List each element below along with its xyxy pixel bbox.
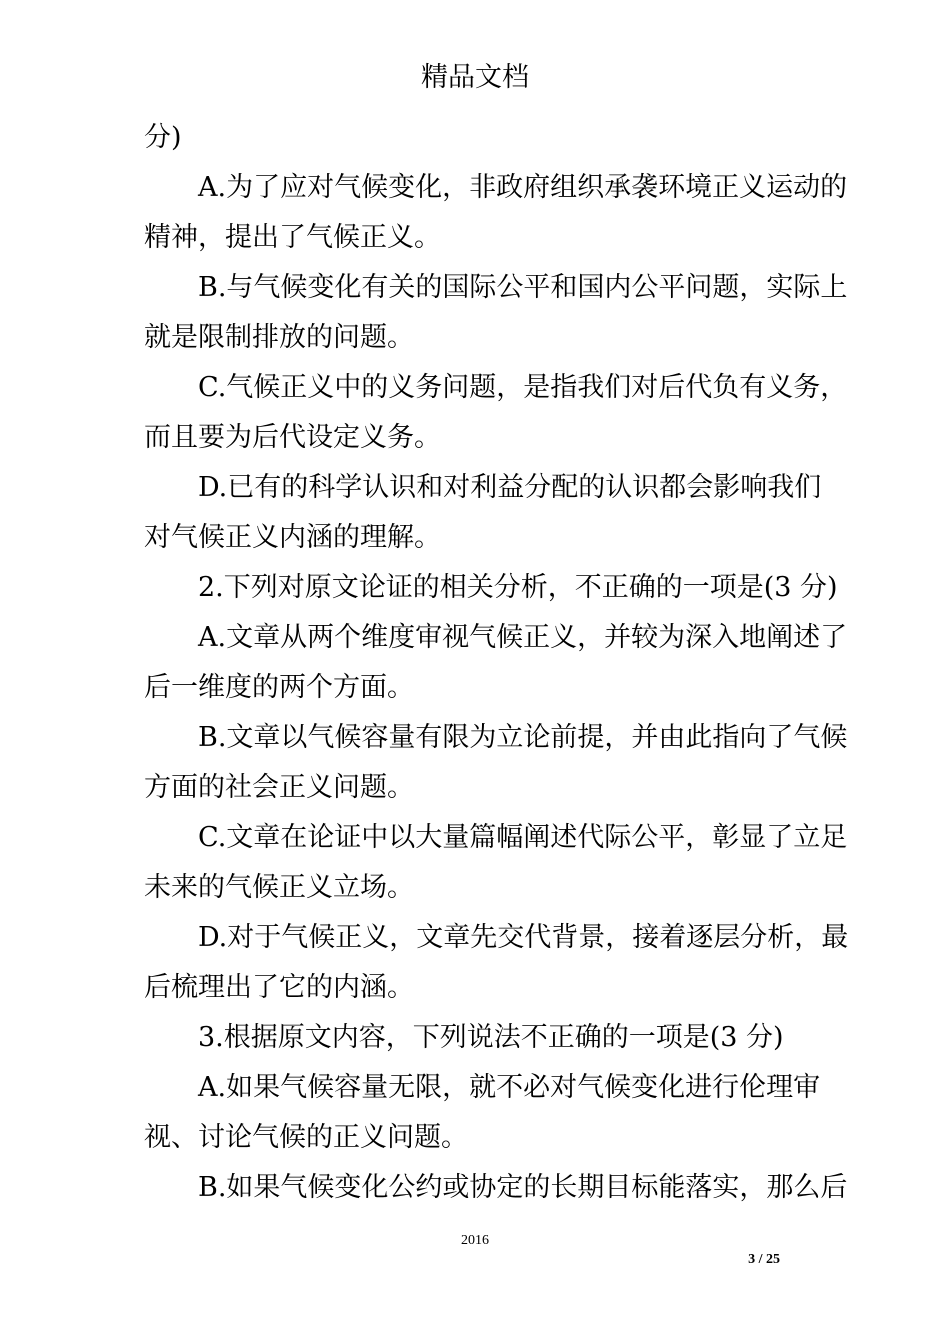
text-line: A.为了应对气候变化，非政府组织承袭环境正义运动的 (198, 172, 848, 203)
text-line: B.与气候变化有关的国际公平和国内公平问题，实际上 (198, 272, 848, 303)
text-line: 后梳理出了它的内涵。 (144, 972, 414, 1003)
text-line: C.气候正义中的义务问题，是指我们对后代负有义务， (198, 372, 848, 403)
text-line: 视、讨论气候的正义问题。 (144, 1122, 468, 1153)
document-body (144, 113, 849, 1213)
text-line: 分) (144, 122, 182, 153)
text-line: A.文章从两个维度审视气候正义，并较为深入地阐述了 (198, 622, 848, 653)
text-line: 对气候正义内涵的理解。 (144, 522, 441, 553)
text-line: B.如果气候变化公约或协定的长期目标能落实，那么后 (198, 1172, 848, 1203)
text-line: 方面的社会正义问题。 (144, 772, 414, 803)
page-number: 3 / 25 (748, 1252, 780, 1267)
text-line: 就是限制排放的问题。 (144, 322, 414, 353)
text-line: D.已有的科学认识和对利益分配的认识都会影响我们 (198, 472, 822, 503)
text-line: 而且要为后代设定义务。 (144, 422, 441, 453)
text-line: 精神，提出了气候正义。 (144, 222, 441, 253)
text-line: B.文章以气候容量有限为立论前提，并由此指向了气候 (198, 722, 848, 753)
text-line: A.如果气候容量无限，就不必对气候变化进行伦理审 (198, 1072, 821, 1103)
text-line: 3.根据原文内容，下列说法不正确的一项是(3 分) (198, 1022, 784, 1053)
page-header-title: 精品文档 (421, 62, 529, 93)
text-line: 未来的气候正义立场。 (144, 872, 414, 903)
text-line: 2.下列对原文论证的相关分析，不正确的一项是(3 分) (198, 572, 838, 603)
footer-year: 2016 (461, 1233, 489, 1248)
text-line: 后一维度的两个方面。 (144, 672, 414, 703)
text-line: C.文章在论证中以大量篇幅阐述代际公平，彰显了立足 (198, 822, 848, 853)
text-line: D.对于气候正义，文章先交代背景，接着逐层分析，最 (198, 922, 849, 953)
